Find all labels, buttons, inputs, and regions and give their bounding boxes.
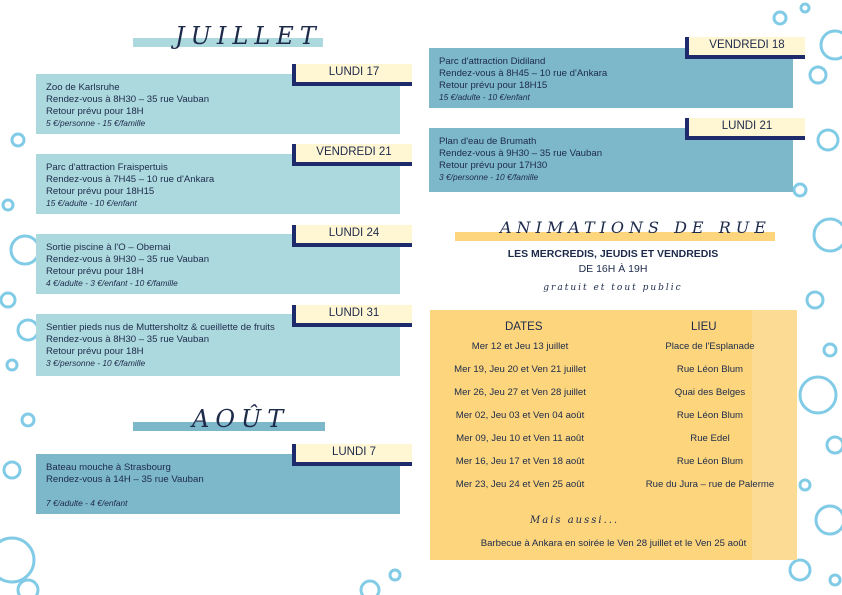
row-date: Mer 12 et Jeu 13 juillet bbox=[471, 341, 569, 352]
row-date: Mer 23, Jeu 24 et Ven 25 août bbox=[455, 479, 585, 490]
outing-place: Plan d'eau de Brumath bbox=[439, 136, 537, 147]
row-place: Rue Edel bbox=[690, 433, 730, 444]
outing-place: Sortie piscine à l'O – Obernai bbox=[46, 242, 171, 253]
outing-meeting: Rendez-vous à 8H30 – 35 rue Vauban bbox=[46, 334, 210, 345]
outing-place: Sentier pieds nus de Muttersholtz & cueillette de fruits bbox=[46, 322, 275, 333]
outing-return: Retour prévu pour 18H bbox=[46, 266, 144, 277]
juillet-title: JUILLET bbox=[175, 22, 322, 50]
outing-return: Retour prévu pour 17H30 bbox=[439, 160, 548, 171]
outing-price: 4 €/adulte - 3 €/enfant - 10 €/famille bbox=[46, 278, 178, 288]
row-place: Rue Léon Blum bbox=[676, 364, 744, 375]
outing-return: Retour prévu pour 18H15 bbox=[46, 186, 155, 197]
outing-day-tag: LUNDI 7 bbox=[292, 444, 412, 466]
row-place: Quai des Belges bbox=[674, 387, 746, 398]
outing-day-tag: LUNDI 24 bbox=[292, 225, 412, 247]
outing-meeting: Rendez-vous à 9H30 – 35 rue Vauban bbox=[439, 148, 603, 159]
outing-price: 15 €/adulte - 10 €/enfant bbox=[46, 198, 137, 208]
row-place: Rue Léon Blum bbox=[676, 410, 744, 421]
row-date: Mer 19, Jeu 20 et Ven 21 juillet bbox=[454, 364, 586, 375]
row-date: Mer 02, Jeu 03 et Ven 04 août bbox=[455, 410, 585, 421]
row-date: Mer 26, Jeu 27 et Ven 28 juillet bbox=[454, 387, 586, 398]
outing-price: 3 €/personne - 10 €/famille bbox=[46, 358, 146, 368]
lieu-column-header: LIEU bbox=[691, 321, 717, 333]
row-date: Mer 09, Jeu 10 et Ven 11 août bbox=[456, 433, 584, 444]
outing-place: Parc d'attraction Fraispertuis bbox=[46, 162, 168, 173]
dates-column-header: DATES bbox=[505, 321, 543, 333]
outing-price: 7 €/adulte - 4 €/enfant bbox=[46, 498, 128, 508]
barbecue-note: Barbecue à Ankara en soirée le Ven 28 juillet et le Ven 25 août bbox=[480, 538, 747, 549]
outing-day-tag: LUNDI 21 bbox=[685, 118, 805, 140]
row-place: Place de l'Esplanade bbox=[665, 341, 755, 352]
outing-day-tag: LUNDI 17 bbox=[292, 64, 412, 86]
outing-return: Retour prévu pour 18H bbox=[46, 346, 144, 357]
row-place: Rue du Jura – rue de Palerme bbox=[645, 479, 775, 490]
outing-meeting: Rendez-vous à 7H45 – 10 rue d'Ankara bbox=[46, 174, 215, 185]
outing-place: Parc d'attraction Didiland bbox=[439, 56, 546, 67]
animations-title: ANIMATIONS DE RUE bbox=[500, 218, 771, 237]
outing-day-tag: LUNDI 31 bbox=[292, 305, 412, 327]
outing-price: 3 €/personne - 10 €/famille bbox=[439, 172, 539, 182]
outing-place: Zoo de Karlsruhe bbox=[46, 82, 120, 93]
outing-meeting: Rendez-vous à 8H45 – 10 rue d'Ankara bbox=[439, 68, 608, 79]
mais-aussi-label: Mais aussi... bbox=[530, 515, 620, 526]
outing-price: 15 €/adulte - 10 €/enfant bbox=[439, 92, 530, 102]
row-place: Rue Léon Blum bbox=[676, 456, 744, 467]
row-date: Mer 16, Jeu 17 et Ven 18 août bbox=[455, 456, 585, 467]
animations-days: LES MERCREDIS, JEUDIS ET VENDREDIS bbox=[507, 248, 719, 260]
outing-meeting: Rendez-vous à 8H30 – 35 rue Vauban bbox=[46, 94, 210, 105]
outing-place: Bateau mouche à Strasbourg bbox=[46, 462, 171, 473]
outing-day-tag: VENDREDI 18 bbox=[685, 37, 805, 59]
aout-title: AOÛT bbox=[192, 405, 290, 433]
animations-note: gratuit et tout public bbox=[543, 283, 683, 293]
animations-hours: DE 16H À 19H bbox=[578, 263, 648, 275]
outing-return: Retour prévu pour 18H15 bbox=[439, 80, 548, 91]
outing-return: Retour prévu pour 18H bbox=[46, 106, 144, 117]
outing-meeting: Rendez-vous à 9H30 – 35 rue Vauban bbox=[46, 254, 210, 265]
outing-day-tag: VENDREDI 21 bbox=[292, 144, 412, 166]
outing-price: 5 €/personne - 15 €/famille bbox=[46, 118, 146, 128]
outing-meeting: Rendez-vous à 14H – 35 rue Vauban bbox=[46, 474, 204, 485]
